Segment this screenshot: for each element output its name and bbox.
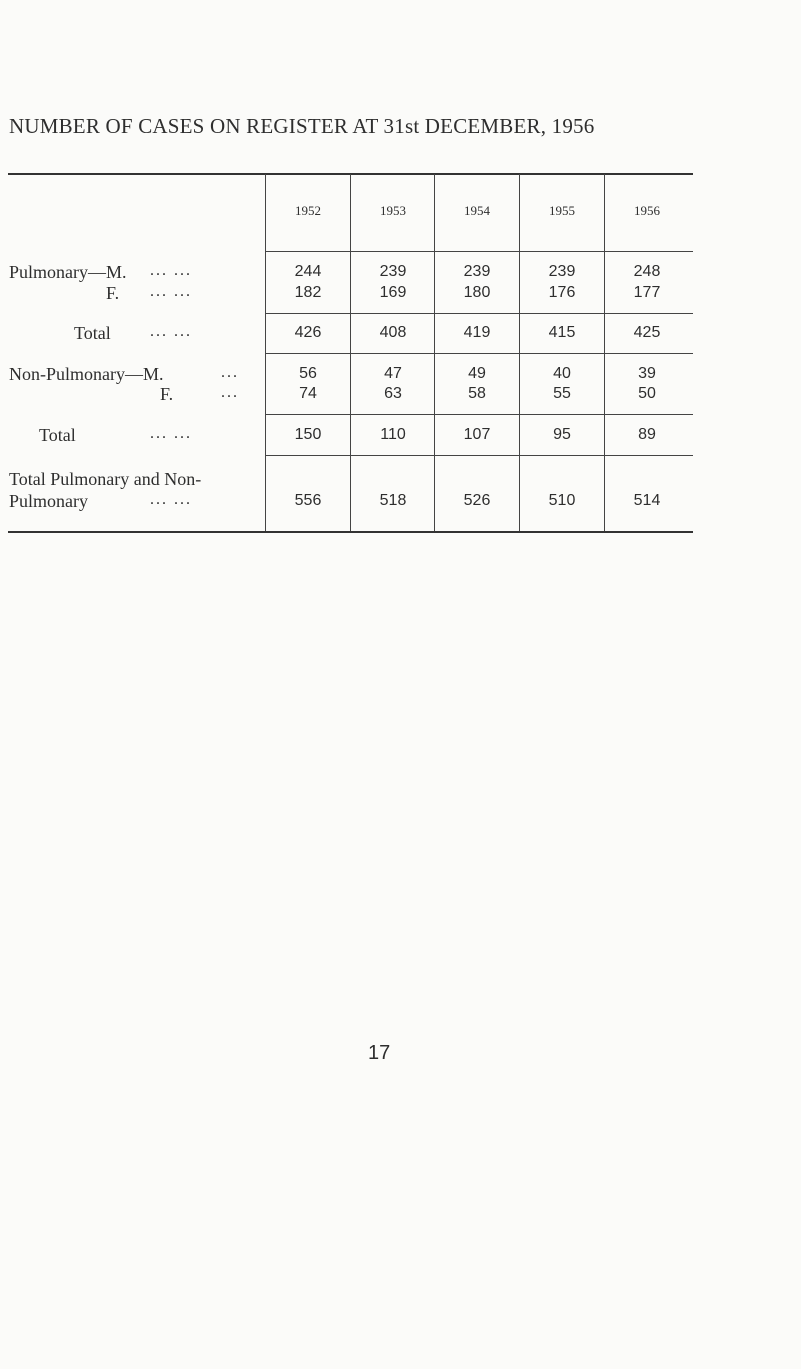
table-cell: 182 bbox=[294, 284, 322, 301]
row-label: Total Pulmonary and Non- bbox=[9, 469, 202, 489]
row-label: F. bbox=[160, 384, 174, 404]
row-label-continued: Pulmonary bbox=[9, 491, 88, 511]
leader-dots: ... ... bbox=[150, 283, 192, 300]
table-bottom-rule bbox=[8, 531, 693, 533]
year-header: 1956 bbox=[634, 203, 660, 218]
table-cell: 58 bbox=[468, 385, 486, 402]
row-label: Non-Pulmonary—M. bbox=[9, 364, 164, 384]
table-cell: 95 bbox=[553, 426, 571, 443]
row-label: F. bbox=[106, 283, 120, 303]
table-cell: 239 bbox=[548, 263, 576, 280]
table-cell: 239 bbox=[379, 263, 407, 280]
leader-dots: ... ... bbox=[150, 323, 192, 340]
table-cell: 63 bbox=[384, 385, 402, 402]
year-header: 1952 bbox=[295, 203, 321, 218]
section-rule bbox=[265, 455, 693, 456]
table-cell: 47 bbox=[384, 365, 402, 382]
leader-dots: ... ... bbox=[150, 425, 192, 442]
table-cell: 89 bbox=[638, 426, 656, 443]
year-header: 1955 bbox=[549, 203, 575, 218]
header-rule bbox=[265, 251, 693, 252]
table-cell: 107 bbox=[463, 426, 491, 443]
table-cell: 176 bbox=[548, 284, 576, 301]
table-cell: 169 bbox=[379, 284, 407, 301]
row-label: Total bbox=[39, 425, 76, 445]
table-cell: 244 bbox=[294, 263, 322, 280]
table-cell: 518 bbox=[379, 492, 407, 509]
year-header: 1953 bbox=[380, 203, 406, 218]
table-cell: 408 bbox=[379, 324, 407, 341]
section-rule bbox=[265, 353, 693, 354]
section-rule bbox=[265, 313, 693, 314]
table-cell: 510 bbox=[548, 492, 576, 509]
leader-dots: ... bbox=[221, 384, 239, 401]
table-cell: 415 bbox=[548, 324, 576, 341]
section-rule bbox=[265, 414, 693, 415]
page-title: NUMBER OF CASES ON REGISTER AT 31st DECEMBER, 1956 bbox=[9, 114, 595, 138]
table-cell: 556 bbox=[294, 492, 322, 509]
year-header: 1954 bbox=[464, 203, 490, 218]
table-cell: 55 bbox=[553, 385, 571, 402]
table-cell: 514 bbox=[633, 492, 661, 509]
table-cell: 180 bbox=[463, 284, 491, 301]
leader-dots: ... ... bbox=[150, 491, 192, 508]
page-number: 17 bbox=[368, 1042, 391, 1064]
row-label: Total bbox=[74, 323, 111, 343]
table-cell: 239 bbox=[463, 263, 491, 280]
table-cell: 426 bbox=[294, 324, 322, 341]
leader-dots: ... ... bbox=[150, 262, 192, 279]
table-cell: 49 bbox=[468, 365, 486, 382]
table-cell: 50 bbox=[638, 385, 656, 402]
table-cell: 419 bbox=[463, 324, 491, 341]
table-cell: 74 bbox=[299, 385, 317, 402]
table-cell: 425 bbox=[633, 324, 661, 341]
table-cell: 177 bbox=[633, 284, 661, 301]
row-label: Pulmonary—M. bbox=[9, 262, 127, 282]
table-cell: 56 bbox=[299, 365, 317, 382]
leader-dots: ... bbox=[221, 364, 239, 381]
table-cell: 248 bbox=[633, 263, 661, 280]
table-cell: 110 bbox=[380, 426, 406, 443]
table-cell: 526 bbox=[463, 492, 491, 509]
table-cell: 40 bbox=[553, 365, 571, 382]
table-cell: 39 bbox=[638, 365, 656, 382]
table-cell: 150 bbox=[294, 426, 322, 443]
